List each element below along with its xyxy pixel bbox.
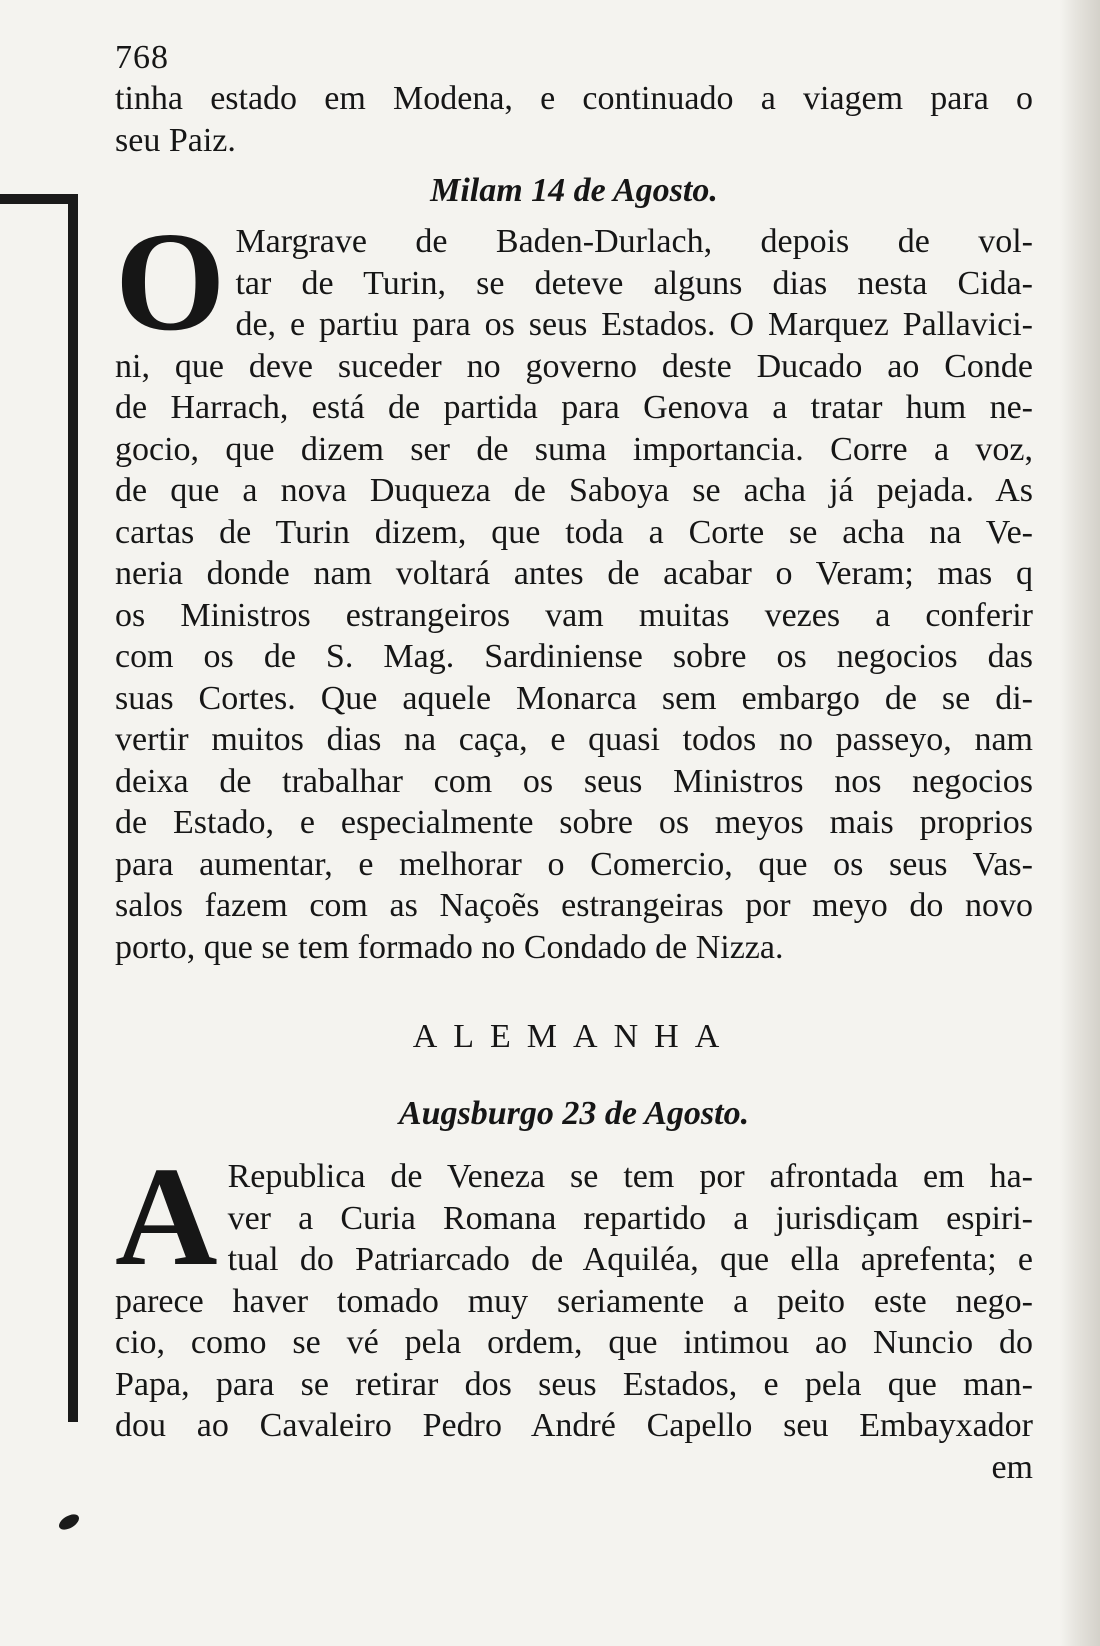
paragraph-milam: [115, 202, 1033, 968]
catchword: em: [991, 1448, 1033, 1486]
text-line: Papa, para se retirar dos seus Estados, e pela que man-: [115, 1365, 1033, 1403]
intro-line: tinha estado em Modena, e continuado a viagem para o: [115, 80, 1033, 117]
text-line: cio, como se vé pela ordem, que intimou ao Nuncio do: [115, 1324, 1033, 1361]
text-line: Margrave de Baden-Durlach, depois de vol-: [235, 223, 1033, 260]
intro-line: seu Paiz.: [115, 121, 236, 159]
margin-bracket-line: [68, 194, 78, 1422]
text-line: de Harrach, está de partida para Genova a tratar hum ne-: [115, 389, 1033, 426]
text-line: cartas de Turin dizem, que toda a Corte se acha na Ve-: [115, 513, 1033, 551]
text-line: deixa de trabalhar com os seus Ministros nos negocios: [115, 762, 1033, 800]
text-line: os Ministros estrangeiros vam muitas vezes a conferir: [115, 596, 1033, 634]
text-line: parece haver tomado muy seriamente a peito este nego-: [115, 1282, 1033, 1320]
dropcap: O: [115, 202, 226, 360]
page-edge-shadow: [1060, 0, 1100, 1646]
text-line: com os de S. Mag. Sardiniense sobre os negocios das: [115, 638, 1033, 675]
text-line: vertir muitos dias na caça, e quasi todos no passeyo, nam: [115, 721, 1033, 758]
text-line: Republica de Veneza se tem por afrontada em ha-: [227, 1158, 1033, 1195]
dropcap: A: [115, 1137, 218, 1295]
text-line: suas Cortes. Que aquele Monarca sem embargo de se di-: [115, 679, 1033, 717]
text-line: tar de Turin, se deteve alguns dias nesta Cida-: [235, 264, 1033, 302]
section-title: ALEMANHA: [412, 1018, 736, 1055]
dateline-milam: Milam 14 de Agosto.: [430, 172, 718, 209]
text-line: ver a Curia Romana repartido a jurisdiçam espiri-: [227, 1199, 1033, 1237]
text-line: de que a nova Duqueza de Saboya se acha já pejada. As: [115, 472, 1033, 509]
text-line: porto, que se tem formado no Condado de Nizza.: [115, 928, 784, 966]
text-line: de Estado, e especialmente sobre os meyos mais proprios: [115, 804, 1033, 841]
margin-bracket-top: [0, 194, 78, 204]
page-number: 768: [115, 39, 169, 76]
text-line: neria donde nam voltará antes de acabar o Veram; mas q: [115, 555, 1033, 592]
dateline-augsburgo: Augsburgo 23 de Agosto.: [398, 1095, 750, 1132]
text-line: de, e partiu para os seus Estados. O Marquez Pallavici-: [235, 306, 1033, 343]
ink-blot: [56, 1511, 81, 1532]
text-line: para aumentar, e melhorar o Comercio, que os seus Vas-: [115, 845, 1033, 883]
text-line: dou ao Cavaleiro Pedro André Capello seu Embayxador: [115, 1407, 1033, 1444]
paragraph-augsburgo: [115, 1137, 1033, 1447]
text-line: ni, que deve suceder no governo deste Ducado ao Conde: [115, 347, 1033, 385]
page-text: [115, 38, 1033, 1488]
text-line: salos fazem com as Naçoẽs estrangeiras por meyo do novo: [115, 887, 1033, 924]
text-line: gocio, que dizem ser de suma importancia. Corre a voz,: [115, 430, 1033, 468]
text-line: tual do Patriarcado de Aquiléa, que ella aprefenta; e: [227, 1241, 1033, 1278]
